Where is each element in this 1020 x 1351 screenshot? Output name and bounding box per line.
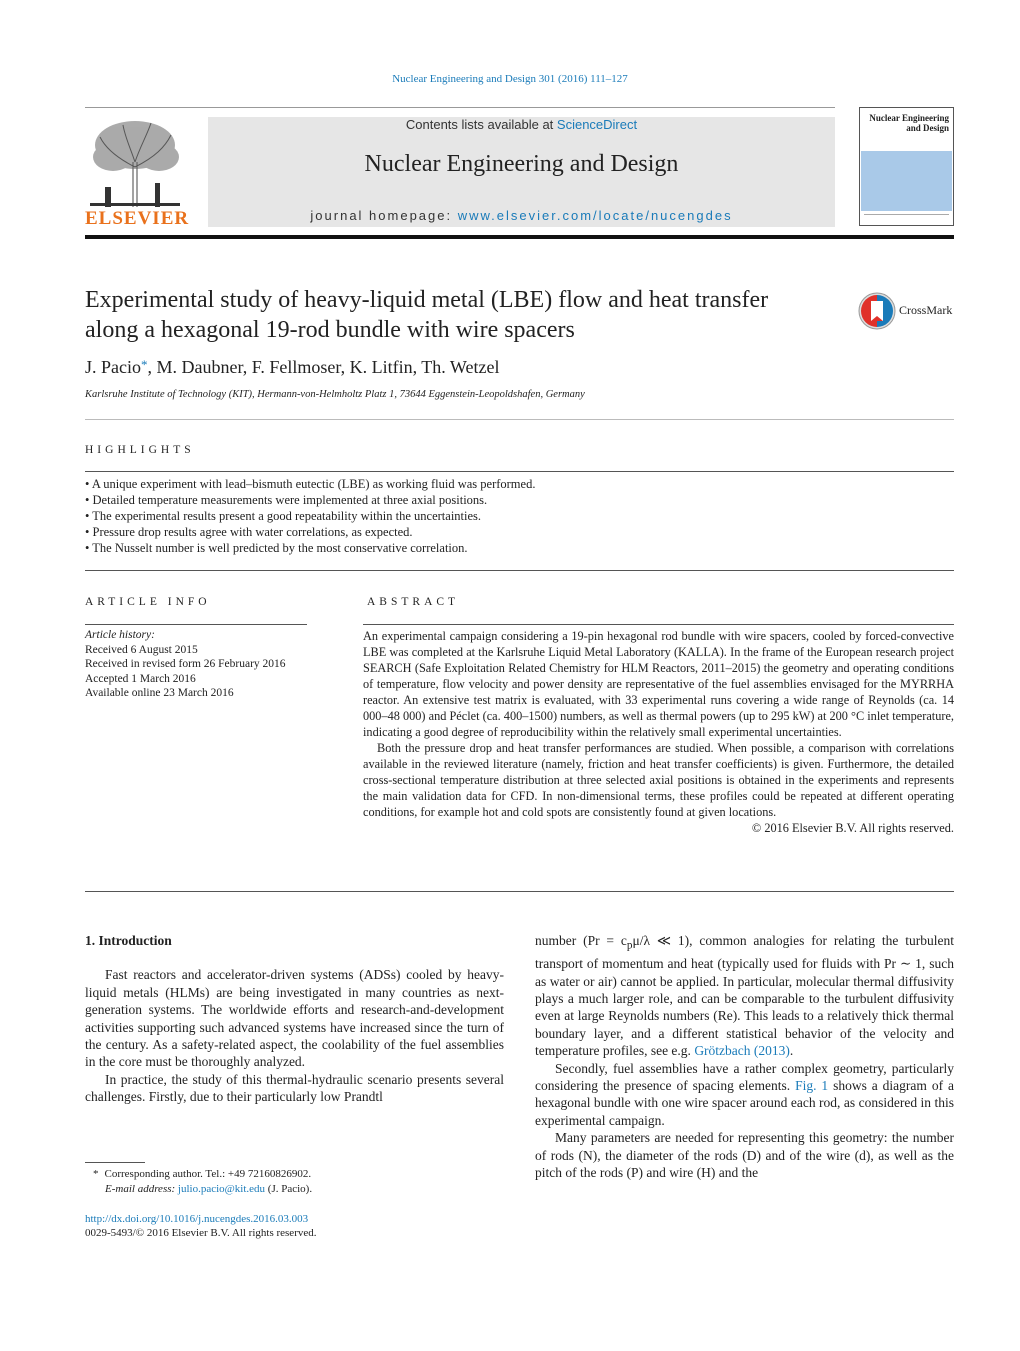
- crossmark-icon: [858, 292, 896, 330]
- divider: [85, 570, 954, 571]
- highlight-item: • A unique experiment with lead–bismuth eutectic (LBE) as working fluid was performed.: [85, 476, 954, 492]
- contents-prefix: Contents lists available at: [405, 117, 557, 132]
- header-rule: [85, 107, 835, 108]
- body-paragraph: [535, 1060, 954, 1130]
- text-run: shows a diagram of a hexagonal bundle with one wire spacer around each rod, as considered in this experimental campaign.: [535, 1077, 954, 1128]
- divider: [85, 419, 954, 420]
- journal-citation[interactable]: Nuclear Engineering and Design 301 (2016) 111–127: [392, 73, 628, 85]
- cover-footer: [864, 214, 949, 220]
- elsevier-wordmark: ELSEVIER: [85, 208, 190, 229]
- footnote-corresponding: [85, 1167, 505, 1182]
- body-column-right: [535, 932, 954, 1181]
- figure-link[interactable]: Fig. 1: [795, 1077, 829, 1093]
- footnote: [85, 1167, 505, 1197]
- crossmark-label: CrossMark: [899, 303, 953, 317]
- accepted-date: Accepted 1 March 2016: [85, 672, 196, 685]
- affiliation: Karlsruhe Institute of Technology (KIT), Hermann-von-Helmholtz Platz 1, 73644 Eggenstein-Leopoldshafen, Germany: [85, 389, 585, 400]
- divider: [85, 891, 954, 892]
- highlight-item: • The Nusselt number is well predicted by the most conservative correlation.: [85, 540, 954, 556]
- abstract-heading: ABSTRACT: [367, 596, 460, 608]
- article-history: [85, 628, 307, 701]
- footnote-email: [85, 1182, 505, 1197]
- highlight-item: • The experimental results present a good repeatability within the uncertainties.: [85, 508, 954, 524]
- divider: [85, 471, 954, 472]
- body-paragraph: Many parameters are needed for representing this geometry: the number of rods (N), the diameter of the rods (D) and of the wire (d), as well as the pitch of the rods (P) and wire (H) and the: [535, 1130, 954, 1180]
- homepage-link[interactable]: www.elsevier.com/locate/nucengdes: [457, 208, 733, 223]
- author-first[interactable]: J. Pacio: [85, 357, 141, 377]
- author-list: [85, 357, 499, 378]
- online-date: Available online 23 March 2016: [85, 687, 234, 699]
- article-title: Experimental study of heavy-liquid metal (LBE) flow and heat transfer along a hexagonal 19-rod bundle with wire spacers: [85, 287, 769, 343]
- journal-cover-thumbnail[interactable]: [859, 107, 954, 226]
- issn-line: 0029-5493/© 2016 Elsevier B.V. All rights reserved.: [85, 1227, 317, 1239]
- article-info-heading: ARTICLE INFO: [85, 596, 211, 608]
- section-heading: 1. Introduction: [85, 933, 172, 948]
- text-run: number (Pr = c: [535, 933, 627, 948]
- journal-banner: [208, 117, 835, 227]
- text-run: μ/λ ≪ 1), common analogies for relating the turbulent transport of momentum and heat (typically used for fluids with Pr ∼ 1, such as water or air) cannot be applied. In particular, molecular thermal diffusivity plays a much larger role, and can be comparable to the turbulent diffusivity even at large Reynolds numbers (Re). This leads to a relatively thick thermal boundary layer, and a different statistical behavior of the velocity and temperature profiles, see e.g.: [535, 933, 955, 1059]
- revised-date: Received in revised form 26 February 2016: [85, 658, 286, 670]
- abstract-paragraph: Both the pressure drop and heat transfer performances are studied. When possible, a comparison with correlations available in the reviewed literature (namely, friction and heat transfer coefficients) is given. Furthermore, the detailed cross-sectional temperature distribution at three selected axial positions is obtained in the experiments and represents the main validation data for CFD. In non-dimensional terms, these profiles could be repeated at different operating conditions, for example hot and cold spots are consistently found at given locations.: [363, 741, 954, 819]
- sciencedirect-link[interactable]: ScienceDirect: [556, 117, 638, 132]
- cover-title: Nuclear Engineering and Design: [869, 113, 949, 133]
- email-label: E-mail address:: [105, 1183, 178, 1195]
- body-column-left: [85, 932, 504, 1106]
- highlight-item: • Pressure drop results agree with water correlations, as expected.: [85, 524, 954, 540]
- highlights-list: [85, 476, 954, 556]
- body-paragraph: [535, 932, 954, 1060]
- abstract-paragraph: An experimental campaign considering a 19-pin hexagonal rod bundle with wire spacers, cooled by forced-convective LBE was completed at the Karlsruhe Liquid Metal Laboratory (KALLA). In the frame of the European research project SEARCH (Safe Exploitation Related Chemistry for HLM Reactors, 2011–2015) the geometry and operating conditions of temperature, flow velocity and power density are representative of the fuel assemblies envisaged for the MYRRHA reactor. An extensive test matrix is evaluated, with 33 experimental runs covering a wide range of Reynolds (ca. 14 000–48 000) and Péclet (ca. 400–1500) numbers, as well as thermal powers (up to 295 kW) at 200 °C inlet temperature, indicating a good degree of reproducibility within the relatively small experimental uncertainties.: [363, 629, 954, 739]
- highlight-item: • Detailed temperature measurements were implemented at three axial positions.: [85, 492, 954, 508]
- header-thick-rule: [85, 235, 954, 239]
- body-paragraph: In practice, the study of this thermal-hydraulic scenario presents several challenges. Firstly, due to their particularly low Prandtl: [85, 1071, 504, 1105]
- divider: [363, 624, 954, 625]
- footnote-text: Corresponding author. Tel.: +49 72160826902.: [104, 1168, 312, 1180]
- email-link[interactable]: julio.pacio@kit.edu: [177, 1183, 266, 1195]
- author-rest: , M. Daubner, F. Fellmoser, K. Litfin, Th. Wetzel: [147, 357, 500, 377]
- copyright: © 2016 Elsevier B.V. All rights reserved.: [751, 821, 954, 835]
- doi-link[interactable]: http://dx.doi.org/10.1016/j.nucengdes.2016.03.003: [85, 1213, 309, 1225]
- history-label: Article history:: [85, 629, 155, 641]
- text-run: .: [789, 1043, 794, 1059]
- body-paragraph: Fast reactors and accelerator-driven systems (ADSs) cooled by heavy-liquid metals (HLMs) are being investigated in many countries as next-generation systems. The worldwide efforts and research-and-development activities supporting such advanced systems have increased since the turn of the century. As a safety-related aspect, the coolability of the fuel assemblies in the core must be thoroughly analyzed.: [85, 967, 504, 1070]
- highlights-heading: HIGHLIGHTS: [85, 444, 195, 456]
- homepage-prefix: journal homepage:: [310, 208, 458, 223]
- email-suffix: (J. Pacio).: [265, 1183, 313, 1195]
- text-run: Secondly, fuel assemblies have a rather complex geometry, particularly considering the presence of spacing elements.: [535, 1060, 954, 1093]
- cover-color-band: [861, 151, 952, 211]
- divider: [85, 624, 307, 625]
- abstract-body: [363, 628, 954, 836]
- received-date: Received 6 August 2015: [85, 643, 198, 656]
- text-run: p: [626, 939, 633, 952]
- homepage-line: [208, 208, 835, 223]
- footnote-mark: *: [93, 1168, 99, 1180]
- reference-link[interactable]: Grötzbach (2013): [694, 1043, 790, 1059]
- journal-title: Nuclear Engineering and Design: [364, 151, 679, 177]
- footnote-rule: [85, 1162, 145, 1163]
- corresponding-mark[interactable]: *: [141, 357, 148, 372]
- contents-line: [208, 117, 835, 132]
- doi-block: [85, 1212, 317, 1240]
